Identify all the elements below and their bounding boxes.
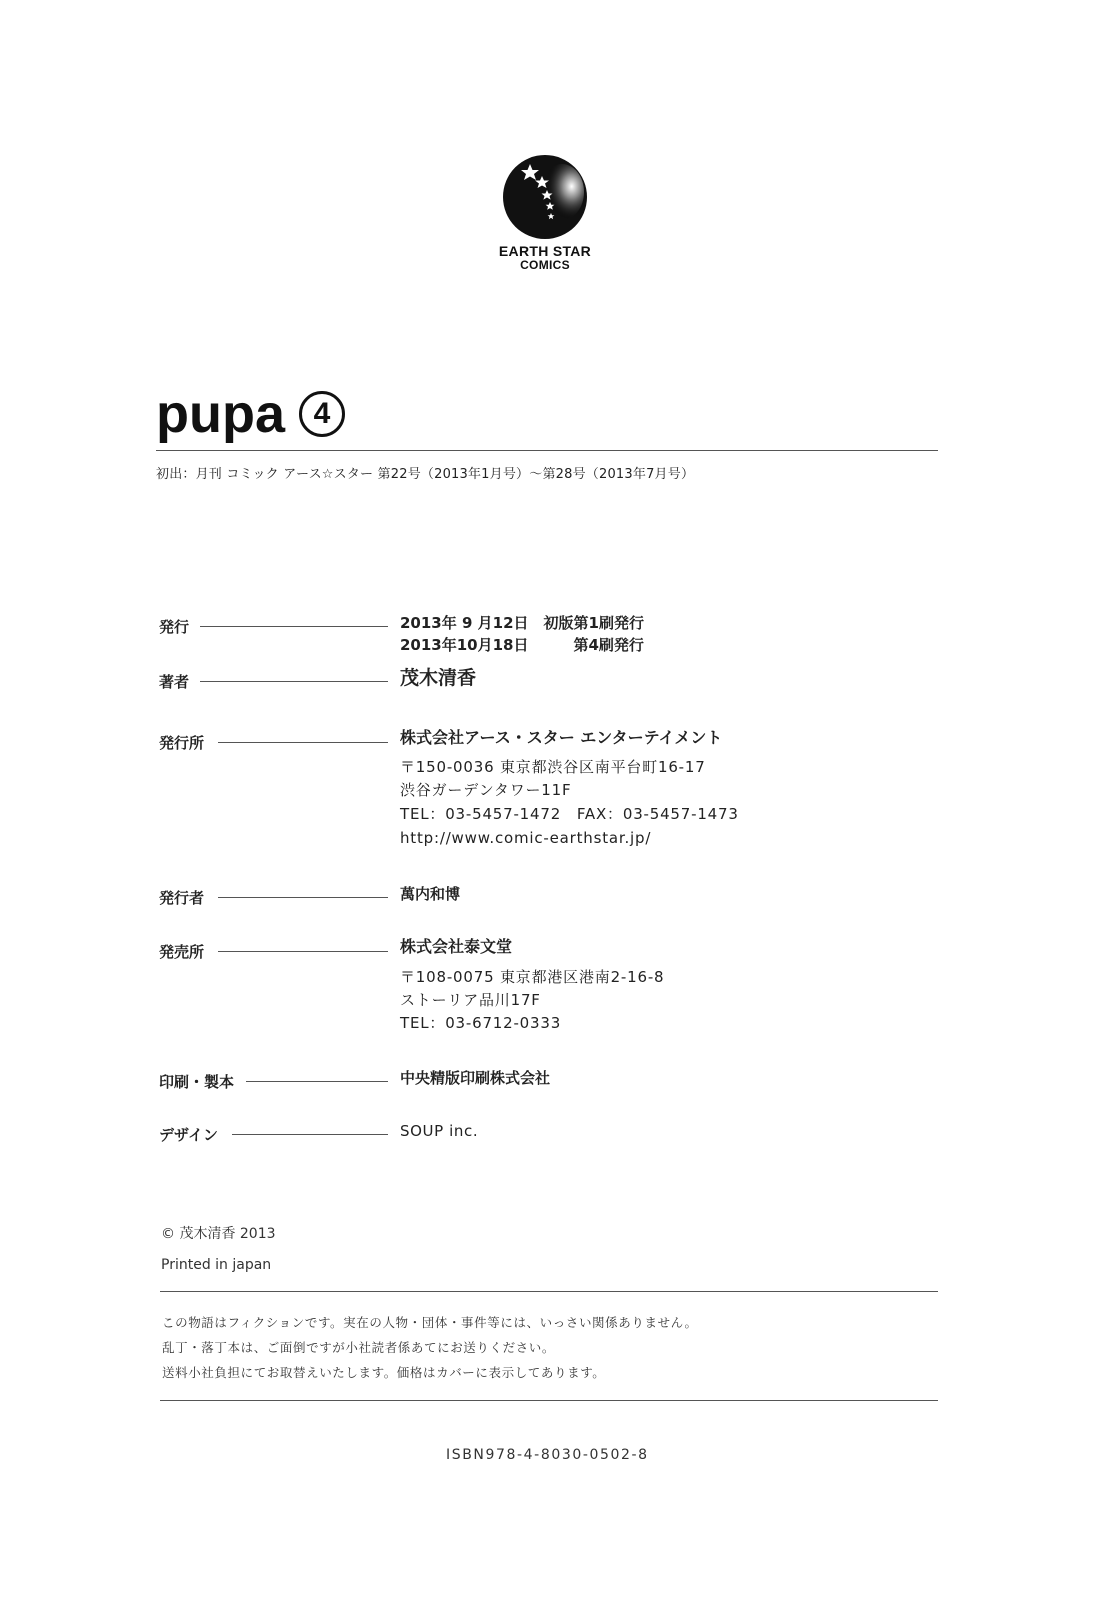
distributor-address1: 〒108-0075 東京都港区港南2-16-8 [400,968,665,986]
publisher-address2: 渋谷ガーデンタワー11F [400,781,572,799]
first-edition-date: 2013年 9 月12日 初版第1刷発行 [400,614,644,632]
publisher-tel-fax: TEL：03-5457-1472 FAX：03-5457-1473 [400,805,739,823]
notice-fiction: この物語はフィクションです。実在の人物・団体・事件等には、いっさい関係ありません。 [162,1315,698,1330]
printing-leader [246,1081,388,1082]
logo-line2: COMICS [520,258,570,272]
title-text: pupa [156,384,285,444]
publisher-leader [218,742,388,743]
notice-shipping-price: 送料小社負担にてお取替えいたします。価格はカバーに表示してあります。 [162,1365,606,1380]
distributor-company: 株式会社泰文堂 [400,937,513,956]
author-leader [200,681,388,682]
printed-in: Printed in japan [161,1257,272,1273]
serialization-note: 初出：月刊 コミック アース☆スター 第22号（2013年1月号）～第28号（2013年7月号） [156,467,695,482]
copyright: © 茂木清香 2013 [161,1226,276,1242]
design-company: SOUP inc. [400,1122,479,1140]
author-name: 茂木清香 [400,667,477,689]
publisher-company: 株式会社アース・スター エンターテイメント [400,728,723,747]
publisher-label: 発行所 [159,734,205,752]
notice-defects: 乱丁・落丁本は、ご面倒ですが小社読者係あてにお送りください。 [162,1340,556,1355]
publication-label: 発行 [159,618,190,636]
distributor-address2: ストーリア品川17F [400,991,541,1009]
distributor-label: 発売所 [159,943,205,961]
issuer-leader [218,897,388,898]
printing-company: 中央精版印刷株式会社 [400,1069,551,1087]
isbn: ISBN978-4-8030-0502-8 [446,1447,649,1463]
distributor-leader [218,951,388,952]
issuer-name: 萬内和博 [400,885,461,903]
issuer-label: 発行者 [159,889,205,907]
publication-leader [200,626,388,627]
publisher-url-link[interactable]: http://www.comic-earthstar.jp/ [400,829,652,847]
author-label: 著者 [159,673,190,691]
book-title [156,386,345,442]
earth-star-planet-icon [500,152,590,242]
logo-line1: EARTH STAR [498,243,592,259]
notice-rule-top [160,1291,938,1292]
design-label: デザイン [159,1126,218,1144]
title-rule [156,450,938,451]
design-leader [232,1134,388,1135]
printing-label: 印刷・製本 [159,1073,235,1091]
fourth-printing-date: 2013年10月18日 第4刷発行 [400,636,644,654]
notice-rule-bottom [160,1400,938,1401]
distributor-tel: TEL：03-6712-0333 [400,1014,562,1032]
earth-star-comics-logo [490,152,610,282]
publisher-address1: 〒150-0036 東京都渋谷区南平台町16-17 [400,758,706,776]
volume-badge: 4 [299,391,345,437]
